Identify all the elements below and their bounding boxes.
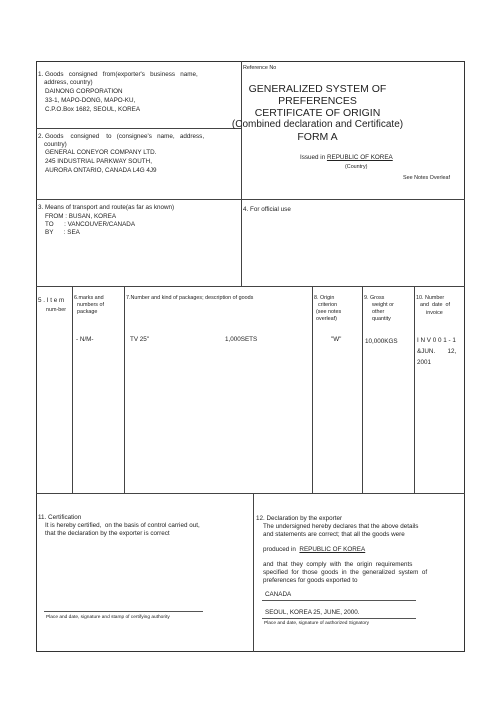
col-marks-line1: 6.marks and bbox=[74, 295, 104, 301]
form-title-line3: CERTIFICATE OF ORIGIN bbox=[254, 107, 381, 119]
exporter-name: DAINONG CORPORATION bbox=[45, 88, 123, 95]
see-notes-overleaf: See Notes Overleaf bbox=[403, 175, 451, 181]
col-invoice-line2: and date of bbox=[420, 302, 450, 308]
form-title-line1: GENERALIZED SYSTEM OF bbox=[248, 83, 387, 95]
produced-country: REPUBLIC OF KOREA bbox=[299, 546, 366, 553]
produced-prefix: produced in bbox=[263, 546, 296, 553]
box1-label-line2: address, country) bbox=[44, 79, 93, 86]
col-marks-line3: package bbox=[77, 309, 98, 315]
row-invoice-line2: &JUN. 12, bbox=[417, 348, 457, 355]
divider-col-origin bbox=[312, 286, 313, 493]
box12-caption: Place and date, signature of authorized Signatory bbox=[264, 621, 370, 626]
exporter-signature-line bbox=[262, 618, 416, 619]
box12-label: 12. Declaration by the exporter bbox=[256, 515, 343, 522]
col-invoice-line1: 10. Number bbox=[416, 295, 445, 301]
box11-label: 11. Certification bbox=[38, 514, 82, 521]
transport-from: FROM : BUSAN, KOREA bbox=[45, 213, 117, 220]
divider-col-marks bbox=[72, 286, 73, 493]
col-marks-line2: numbers of bbox=[77, 302, 104, 308]
row-goods: TV 25" bbox=[130, 336, 150, 343]
transport-to: TO : VANCOUVER/CANADA bbox=[45, 221, 136, 228]
row-weight: 10,000KGS bbox=[365, 338, 398, 345]
consignee-address-1: 245 INDUSTRIAL PARKWAY SOUTH, bbox=[45, 158, 152, 165]
issued-prefix: Issued in bbox=[300, 154, 326, 161]
row-invoice-line3: 2001 bbox=[417, 359, 432, 366]
box4-label: 4. For official use bbox=[243, 206, 291, 213]
transport-by: BY : SEA bbox=[45, 229, 80, 236]
divider-box2-box3 bbox=[36, 199, 465, 200]
box2-label-line1: 2. Goods consigned to (consignee's name, address, bbox=[38, 133, 205, 140]
row-marks: - N/M- bbox=[76, 336, 94, 343]
box2-label-line2: country) bbox=[44, 141, 67, 148]
col-origin-line1: 8. Origin bbox=[314, 295, 335, 301]
divider-box3-goods bbox=[36, 286, 465, 287]
comply-line1: and that they comply with the origin requirements bbox=[263, 561, 413, 568]
certifier-signature-line bbox=[44, 611, 203, 612]
produced-in bbox=[263, 546, 365, 554]
declaration-line2: and statements are correct; that all the goods were bbox=[263, 531, 405, 538]
row-origin: "W" bbox=[331, 336, 342, 343]
place-date-text: SEOUL, KOREA 25, JUNE, 2000. bbox=[265, 609, 360, 616]
divider-col-invoice bbox=[414, 286, 415, 493]
exporter-address-2: C.P.O.Box 1682, SEOUL, KOREA bbox=[45, 106, 141, 113]
consignee-address-2: AURORA ONTARIO, CANADA L4G 4J9 bbox=[45, 167, 157, 174]
col-origin-line3: (see notes bbox=[316, 309, 342, 315]
divider-col-description bbox=[124, 286, 125, 493]
declaration-line1: The undersigned hereby declares that the above details bbox=[263, 523, 419, 530]
row-quantity: 1,000SETS bbox=[225, 336, 258, 343]
row-invoice-line1: I N V 0 0 1 - 1 bbox=[417, 337, 456, 344]
col-gross-line1: 9. Gross bbox=[364, 295, 385, 301]
box1-label-line1: 1. Goods consigned from(exporter's business name, bbox=[38, 71, 198, 78]
issued-country: REPUBLIC OF KOREA bbox=[326, 154, 393, 161]
form-title-line4: (Combined declaration and Certificate) bbox=[231, 119, 404, 130]
divider-box11-box12 bbox=[253, 493, 254, 652]
divider-col-weight bbox=[362, 286, 363, 493]
reference-number-label: Reference No bbox=[243, 65, 277, 71]
form-title-line5: FORM A bbox=[297, 131, 338, 143]
comply-line2: specified for those goods in the generalized system of bbox=[263, 569, 428, 576]
divider-goods-certification bbox=[36, 493, 465, 494]
export-country-line bbox=[262, 600, 416, 601]
col-gross-line4: quantity bbox=[372, 316, 391, 322]
exporter-address-1: 33-1, MAPO-DONG, MAPO-KU, bbox=[45, 97, 136, 104]
col-item-line2: num-ber bbox=[46, 307, 67, 313]
comply-line3: preferences for goods exported to bbox=[263, 577, 358, 584]
certification-line2: that the declaration by the exporter is correct bbox=[45, 530, 170, 537]
col-origin-line2: criterion bbox=[318, 302, 338, 308]
col-origin-line4: overleaf) bbox=[316, 316, 337, 322]
col-description: 7.Number and kind of packages; description of goods bbox=[126, 295, 254, 301]
box3-label: 3. Means of transport and route(as far as known) bbox=[38, 204, 175, 211]
col-gross-line3: other bbox=[372, 309, 385, 315]
box11-caption: Place and date, signature and stamp of certifying authority bbox=[46, 615, 170, 620]
col-invoice-line3: invoice bbox=[426, 310, 443, 316]
country-caption: (Country) bbox=[345, 164, 368, 170]
form-title-line2: PREFERENCES bbox=[278, 95, 357, 107]
col-gross-line2: weight or bbox=[372, 302, 394, 308]
certification-line1: It is hereby certified, on the basis of control carried out, bbox=[45, 522, 200, 529]
consignee-name: GENERAL CONEYOR COMPANY LTD. bbox=[45, 149, 157, 156]
export-country: CANADA bbox=[265, 591, 292, 598]
col-item-line1: 5 . I t e m bbox=[38, 297, 65, 304]
issued-in-label bbox=[300, 154, 393, 162]
